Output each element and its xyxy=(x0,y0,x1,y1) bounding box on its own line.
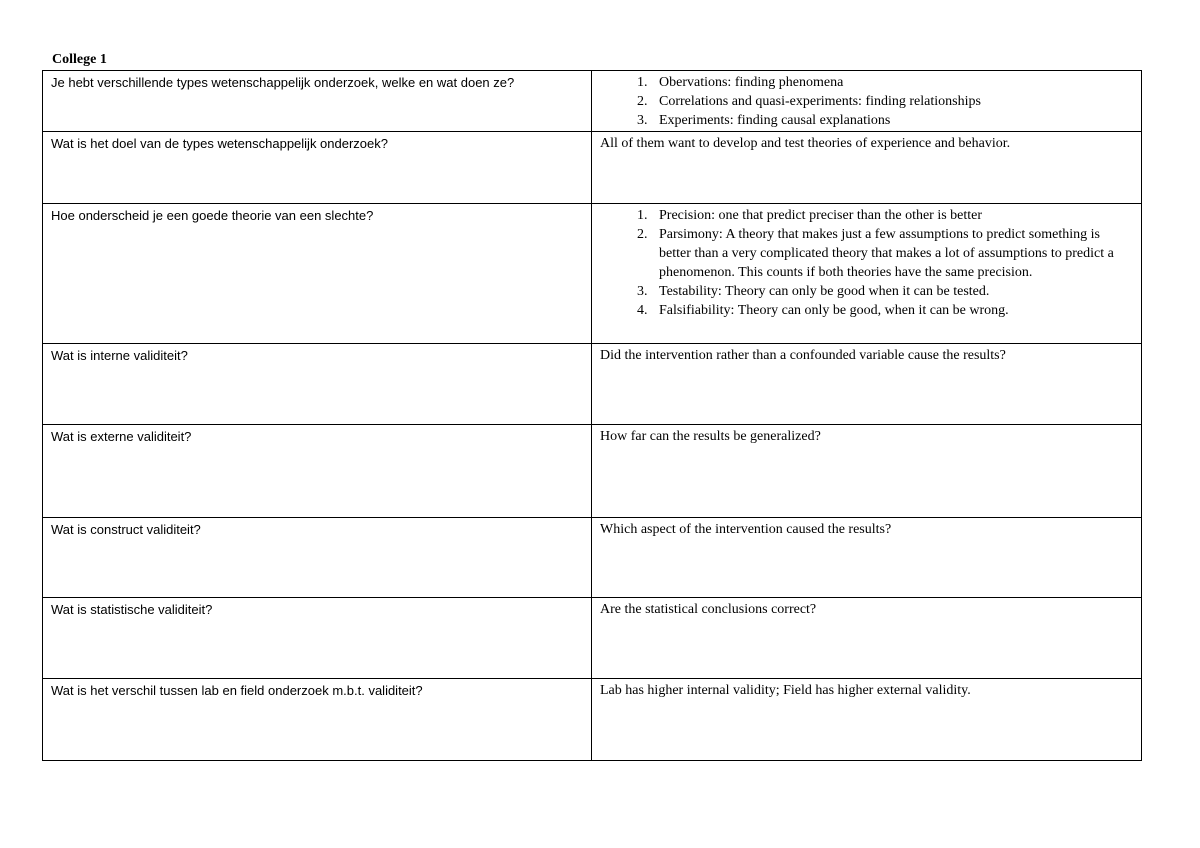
answer-list xyxy=(600,73,1133,130)
question-cell xyxy=(43,132,592,204)
table-row xyxy=(43,598,1142,679)
list-item: 2. Correlations and quasi-experiments: finding relationships xyxy=(651,92,1133,111)
answer-cell xyxy=(592,679,1142,761)
question-cell xyxy=(43,598,592,679)
answer-cell xyxy=(592,598,1142,679)
question-text: Wat is het verschil tussen lab en field onderzoek m.b.t. validiteit? xyxy=(51,683,423,698)
table-row xyxy=(43,518,1142,598)
list-item: 3. Testability: Theory can only be good when it can be tested. xyxy=(651,282,1133,301)
answer-text: Lab has higher internal validity; Field has higher external validity. xyxy=(600,683,971,698)
table-row xyxy=(43,344,1142,425)
answer-text: How far can the results be generalized? xyxy=(600,429,821,444)
question-text: Wat is statistische validiteit? xyxy=(51,602,213,617)
answer-list xyxy=(600,206,1133,320)
question-cell xyxy=(43,679,592,761)
answer-cell xyxy=(592,344,1142,425)
table-row xyxy=(43,204,1142,344)
answer-cell xyxy=(592,518,1142,598)
list-item: 4. Falsifiability: Theory can only be good, when it can be wrong. xyxy=(651,301,1133,320)
question-text: Wat is het doel van de types wetenschappelijk onderzoek? xyxy=(51,136,388,151)
list-item: 2. Parsimony: A theory that makes just a few assumptions to predict something is better than a very complicated theory that makes a lot of assumptions to predict a phenomenon. This counts if both theories have the same precision. xyxy=(651,225,1133,282)
list-item: 1. Precision: one that predict preciser than the other is better xyxy=(651,206,1133,225)
answer-cell xyxy=(592,132,1142,204)
question-cell xyxy=(43,518,592,598)
list-item: 1. Obervations: finding phenomena xyxy=(651,73,1133,92)
qa-table xyxy=(42,70,1142,761)
answer-cell xyxy=(592,71,1142,132)
question-text: Je hebt verschillende types wetenschappelijk onderzoek, welke en wat doen ze? xyxy=(51,75,515,90)
list-item: 3. Experiments: finding causal explanations xyxy=(651,111,1133,130)
table-row xyxy=(43,71,1142,132)
answer-text: All of them want to develop and test theories of experience and behavior. xyxy=(600,136,1011,151)
question-cell xyxy=(43,204,592,344)
table-row xyxy=(43,132,1142,204)
answer-text: Did the intervention rather than a confounded variable cause the results? xyxy=(600,348,1006,363)
question-cell xyxy=(43,71,592,132)
table-row xyxy=(43,679,1142,761)
question-text: Wat is interne validiteit? xyxy=(51,348,188,363)
question-text: Hoe onderscheid je een goede theorie van een slechte? xyxy=(51,208,374,223)
question-text: Wat is externe validiteit? xyxy=(51,429,192,444)
question-cell xyxy=(43,425,592,518)
document-title: College 1 xyxy=(52,52,107,67)
answer-text: Are the statistical conclusions correct? xyxy=(600,602,817,617)
question-cell xyxy=(43,344,592,425)
answer-cell xyxy=(592,425,1142,518)
answer-cell xyxy=(592,204,1142,344)
table-row xyxy=(43,425,1142,518)
answer-text: Which aspect of the intervention caused the results? xyxy=(600,522,892,537)
question-text: Wat is construct validiteit? xyxy=(51,522,201,537)
